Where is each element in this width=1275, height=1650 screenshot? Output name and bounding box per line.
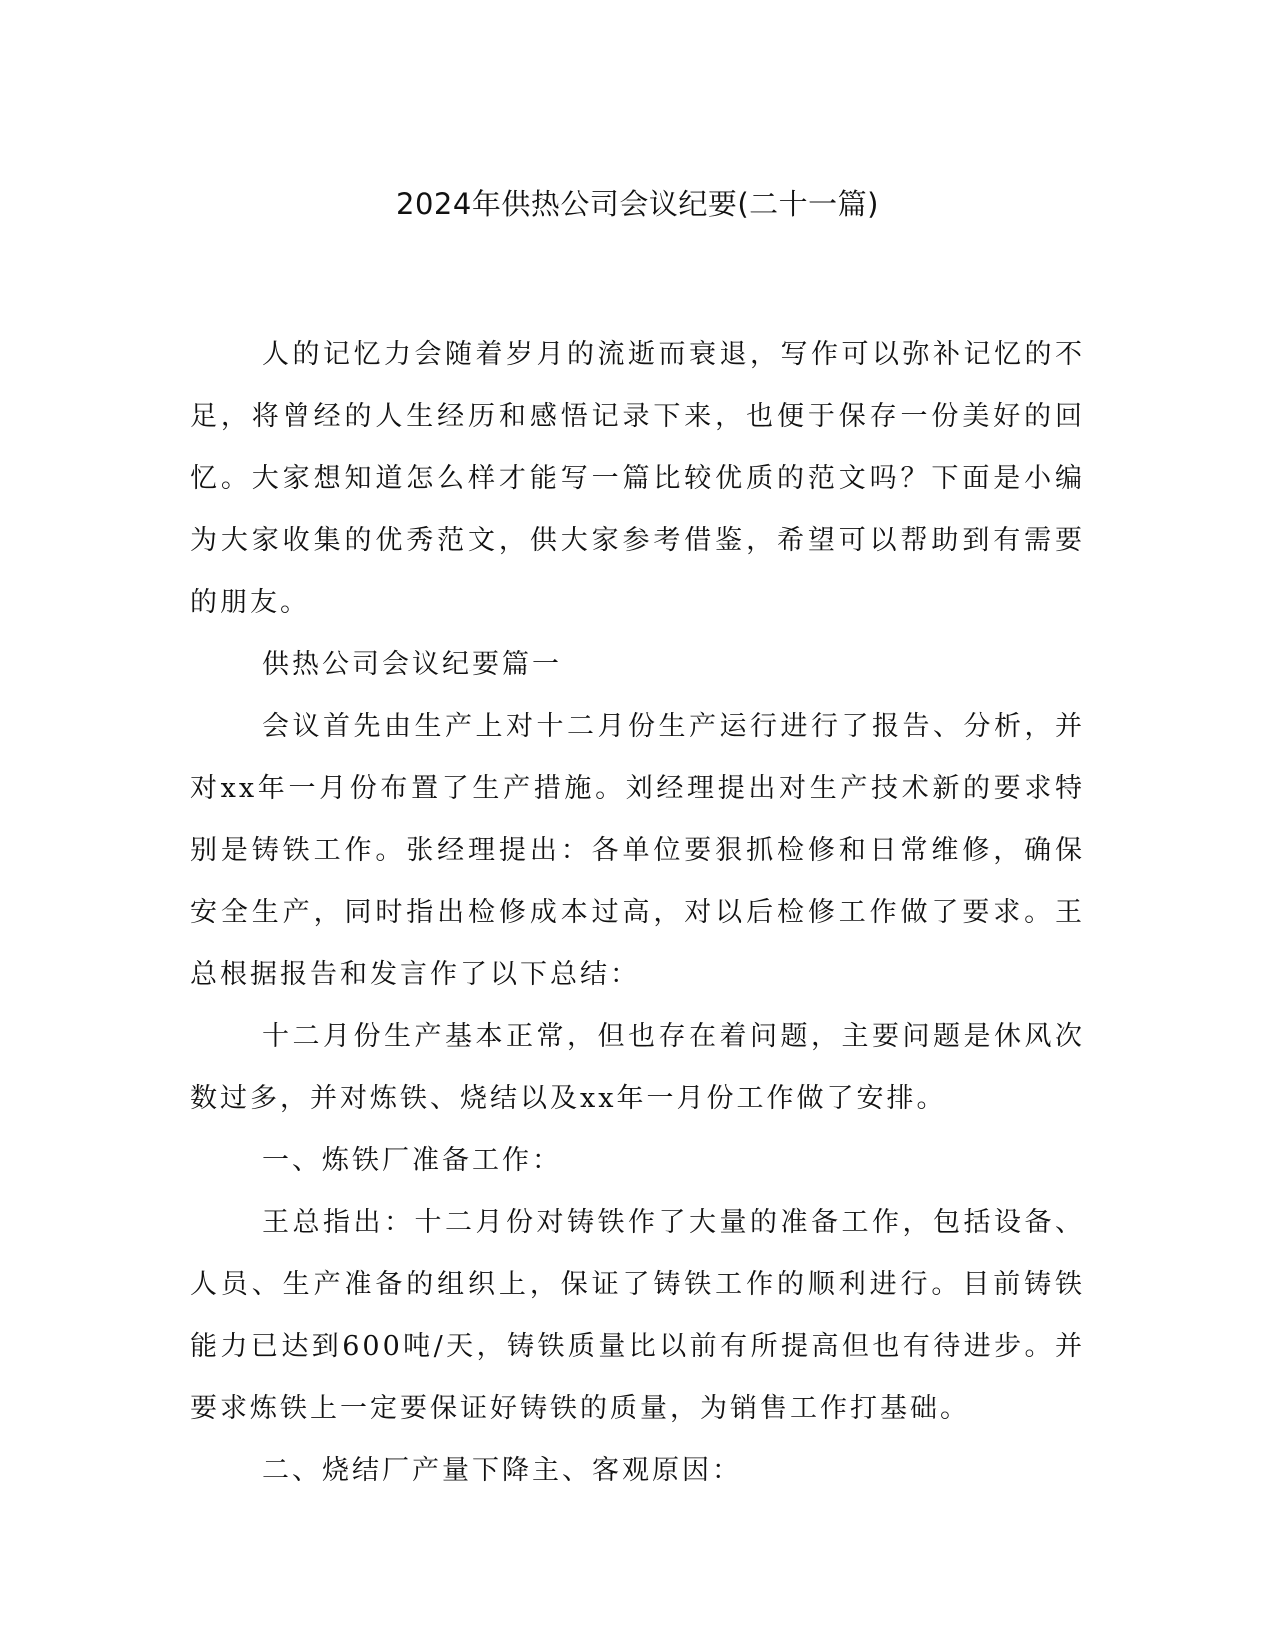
document-body <box>190 324 1085 1502</box>
paragraph-meeting-report: 会议首先由生产上对十二月份生产运行进行了报告、分析，并对xx年一月份布置了生产措施。刘经理提出对生产技术新的要求特别是铸铁工作。张经理提出：各单位要狠抓检修和日常维修，确保安全生产，同时指出检修成本过高，对以后检修工作做了要求。王总根据报告和发言作了以下总结： <box>190 711 1085 990</box>
paragraph-intro: 人的记忆力会随着岁月的流逝而衰退，写作可以弥补记忆的不足，将曾经的人生经历和感悟记录下来，也便于保存一份美好的回忆。大家想知道怎么样才能写一篇比较优质的范文吗？下面是小编为大家收集的优秀范文，供大家参考借鉴，希望可以帮助到有需要的朋友。 <box>190 339 1085 618</box>
paragraph-december-summary: 十二月份生产基本正常，但也存在着问题，主要问题是休风次数过多，并对炼铁、烧结以及xx年一月份工作做了安排。 <box>190 1021 1085 1114</box>
document-title: 2024年供热公司会议纪要(二十一篇) <box>396 187 879 221</box>
section-heading-sintering: 二、烧结厂产量下降主、客观原因： <box>262 1455 742 1486</box>
paragraph-ironmaking-details: 王总指出：十二月份对铸铁作了大量的准备工作，包括设备、人员、生产准备的组织上，保证了铸铁工作的顺利进行。目前铸铁能力已达到600吨/天，铸铁质量比以前有所提高但也有待进步。并要求炼铁上一定要保证好铸铁的质量，为销售工作打基础。 <box>190 1207 1085 1424</box>
section-heading-ironmaking: 一、炼铁厂准备工作： <box>262 1145 562 1176</box>
section-heading-part-one: 供热公司会议纪要篇一 <box>262 649 562 680</box>
